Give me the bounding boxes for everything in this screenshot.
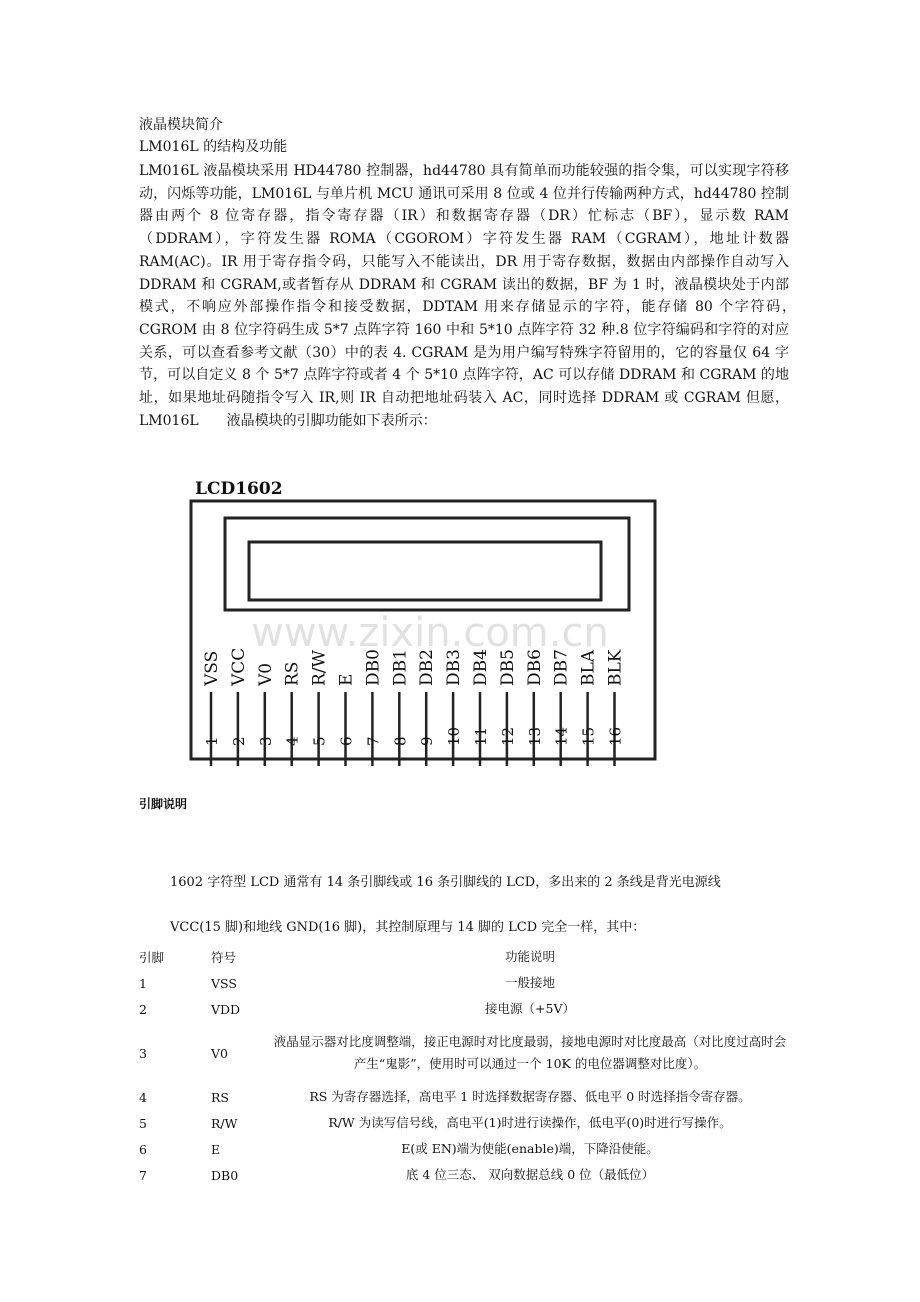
pin-label: E — [336, 673, 357, 686]
pin-number-label: 2 — [229, 736, 248, 746]
pin-function: RS 为寄存器选择，高电平 1 时选择数据寄存器、低电平 0 时选择指令寄存器。 — [309, 1089, 751, 1104]
pin-label: DB1 — [390, 649, 411, 686]
pin-number-label: 10 — [445, 726, 464, 746]
watermark: www.zixin.com.cn — [251, 610, 609, 656]
pin-number: 6 — [139, 1141, 147, 1157]
pin-number-label: 8 — [391, 736, 410, 746]
lcd1602-diagram — [185, 474, 660, 766]
header-pin: 引脚 — [139, 950, 165, 965]
pin-symbol: VSS — [211, 975, 237, 991]
pin-number: 7 — [139, 1167, 147, 1183]
pin-number-label: 7 — [364, 736, 383, 746]
pin-symbol: E — [211, 1141, 221, 1157]
header-symbol: 符号 — [211, 950, 237, 965]
section-title: 引脚说明 — [139, 797, 188, 811]
pin-label: DB0 — [363, 649, 384, 686]
pin-function: 液晶显示器对比度调整端，接正电源时对比度最弱，接地电源时对比度最高（对比度过高时会产生“鬼影”，使用时可以通过一个 10K 的电位器调整对比度）。 — [273, 1034, 787, 1071]
pin-label: DB5 — [497, 649, 518, 686]
subheading: LM016L 的结构及功能 — [139, 139, 288, 155]
pin-table — [139, 944, 789, 1188]
table-row — [139, 1162, 789, 1188]
pin-number-label: 3 — [256, 736, 275, 746]
table-row — [139, 1136, 789, 1162]
pin-symbol: DB0 — [211, 1167, 239, 1183]
pin-function: 底 4 位三态、 双向数据总线 0 位（最低位） — [405, 1167, 655, 1182]
pin-function: E(或 EN)端为使能(enable)端，下降沿使能。 — [401, 1141, 659, 1156]
pin-symbol: RS — [211, 1089, 229, 1105]
lcd-bezel — [225, 518, 629, 610]
pin-label: DB4 — [471, 649, 491, 686]
pin-label: BLA — [578, 649, 599, 686]
header-function: 功能说明 — [504, 949, 555, 964]
pin-number-label: 13 — [525, 726, 544, 746]
pin-header — [202, 648, 626, 766]
note-line-1: 1602 字符型 LCD 通常有 14 条引脚线或 16 条引脚线的 LCD，多出来的 2 条线是背光电源线 — [170, 875, 721, 890]
pin-label: DB2 — [417, 649, 438, 686]
pin-function: R/W 为读写信号线，高电平(1)时进行读操作，低电平(0)时进行写操作。 — [328, 1115, 732, 1130]
pin-label: RS — [282, 661, 303, 686]
lcd-model-label: LCD1602 — [195, 479, 283, 499]
pin-number-label: 1 — [203, 736, 221, 746]
table-row — [139, 996, 789, 1022]
pin-symbol: V0 — [211, 1045, 228, 1061]
heading: 液晶模块简介 — [139, 117, 223, 133]
table-header-row — [139, 944, 789, 970]
pin-function: 接电源（+5V） — [485, 1001, 575, 1016]
pin-number-label: 6 — [337, 736, 356, 746]
pin-number-label: 12 — [498, 726, 517, 746]
pin-label: VCC — [228, 647, 249, 686]
pin-label: DB6 — [524, 649, 545, 686]
pin-number: 1 — [139, 975, 147, 991]
lcd-screen — [249, 542, 601, 600]
pin-symbol: VDD — [211, 1001, 241, 1017]
pin-function: 一般接地 — [504, 975, 555, 990]
pin-label: DB7 — [551, 649, 572, 686]
note-line-2: VCC(15 脚)和地线 GND(16 脚)，其控制原理与 14 脚的 LCD 完全一样，其中： — [170, 920, 646, 935]
pin-label: V0 — [255, 662, 276, 686]
pin-label: BLK — [605, 649, 626, 686]
pin-number-label: 16 — [606, 726, 625, 746]
table-row — [139, 1022, 789, 1084]
table-row — [139, 1084, 789, 1110]
table-row — [139, 970, 789, 996]
pin-label: VSS — [202, 650, 222, 686]
pin-number-label: 15 — [579, 726, 598, 746]
pin-number: 3 — [139, 1045, 147, 1061]
pin-number-label: 11 — [472, 726, 490, 746]
lcd1602-figure — [185, 474, 660, 766]
pin-number: 2 — [139, 1001, 147, 1017]
pin-label: R/W — [309, 649, 330, 686]
pin-number-label: 5 — [310, 736, 329, 746]
body-paragraph: LM016L 液晶模块采用 HD44780 控制器，hd44780 具有简单而功能较强的指令集，可以实现字符移动，闪烁等功能，LM016L 与单片机 MCU 通讯可采用 8 位或 4 位并行传输两种方式，hd44780 控制器由两个 8 位寄存器，指令寄存器（IR）和数据寄存器（DR）忙标志（BF），显示数 RAM（DDRAM），字符发生器 ROMA（CGOROM）字符发生器 RAM（CGRAM），地址计数器 RAM(AC)。IR 用于寄存指令码，只能写入不能读出，DR 用于寄存数据，数据由内部操作自动写入 DDRAM 和 CGRAM,或者暂存从 DDRAM 和 CGRAM 读出的数据，BF 为 1 时，液晶模块处于内部模式，不响应外部操作指令和接受数据，DDTAM 用来存储显示的字符，能存储 80 个字符码， CGROM 由 8 位字符码生成 5*7 点阵字符 160 中和 5*10 点阵字符 32 种.8 位字符编码和字符的对应关系，可以查看参考文献（30）中的表 4. CGRAM 是为用户编写特殊字符留用的，它的容量仅 64 字节，可以自定义 8 个 5*7 点阵字符或者 4 个 5*10 点阵字符，AC 可以存储 DDRAM 和 CGRAM 的地址，如果地址码随指令写入 IR,则 IR 自动把地址码装入 AC，同时选择 DDRAM 或 CGRAM 但愿，LM016L 液晶模块的引脚功能如下表所示： — [139, 163, 817, 429]
pin-symbol: R/W — [211, 1115, 238, 1131]
table-row — [139, 1110, 789, 1136]
pin-number: 5 — [139, 1115, 147, 1131]
pin-number: 4 — [139, 1089, 147, 1105]
pin-number-label: 9 — [418, 736, 437, 746]
pin-number-label: 4 — [283, 736, 302, 746]
pin-number-label: 14 — [552, 726, 571, 746]
pin-label: DB3 — [444, 649, 465, 686]
